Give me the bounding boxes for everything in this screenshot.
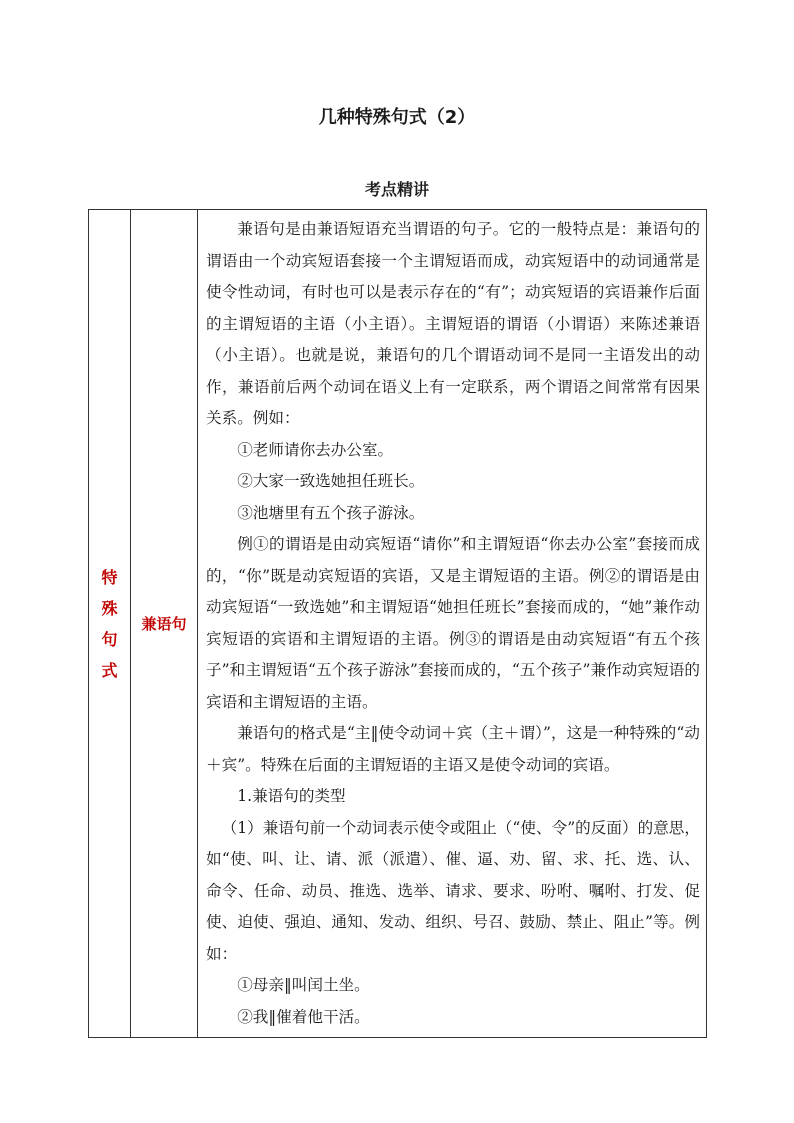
category-char: 式 [101, 660, 118, 680]
category-char: 特 [101, 567, 118, 587]
example-item: ③池塘里有五个孩子游泳。 [237, 503, 425, 522]
example-item: ①老师请你去办公室。 [237, 440, 394, 459]
category-char: 句 [101, 629, 118, 649]
example-item: ②大家一致选她担任班长。 [237, 472, 425, 490]
subcategory-cell: 兼语句 [131, 210, 198, 1038]
subheading: 1.兼语句的类型 [237, 787, 346, 805]
example-item: ②我‖催着他干活。 [237, 1007, 370, 1026]
paragraph: 例①的谓语是由动宾短语“请你”和主谓短语“你去办公室”套接而成的，“你”既是动宾短语的宾语，又是主谓短语的主语。例②的谓语是由动宾短语“一致选她”和主谓短语“她担任班长”套接而成的，“她”兼作动宾短语的宾语和主谓短语的主语。例③的谓语是由动宾短语“有五个孩子”和主谓短语“五个孩子游泳”套接而成的，“五个孩子”兼作动宾短语的宾语和主谓短语的主语。 [206, 535, 700, 711]
category-cell [89, 210, 131, 1038]
category-char: 殊 [101, 598, 118, 618]
explanation-cell [198, 210, 707, 1038]
document-title: 几种特殊句式（2） [318, 107, 476, 128]
section-title: 考点精讲 [364, 180, 429, 199]
content-table [88, 209, 707, 1038]
paragraph: （1）兼语句前一个动词表示使令或阻止（“使、令”的反面）的意思，如“使、叫、让、请、派（派遣）、催、逼、劝、留、求、托、选、认、命令、任命、动员、推选、选举、请求、要求、吩咐、嘱咐、打发、促使、迫使、强迫、通知、发动、组织、号召、鼓励、禁止、阻止”等。例如： [206, 818, 700, 963]
paragraph: 兼语句的格式是“主‖使令动词＋宾（主＋谓）”，这是一种特殊的“动＋宾”。特殊在后面的主谓短语的主语又是使令动词的宾语。 [206, 724, 700, 774]
example-item: ①母亲‖叫闰土坐。 [237, 976, 370, 994]
paragraph: 兼语句是由兼语短语充当谓语的句子。它的一般特点是：兼语句的谓语由一个动宾短语套接一个主谓短语而成，动宾短语中的动词通常是使令性动词，有时也可以是表示存在的“有”；动宾短语的宾语兼作后面的主谓短语的主语（小主语）。主谓短语的谓语（小谓语）来陈述兼语（小主语）。也就是说，兼语句的几个谓语动词不是同一主语发出的动作，兼语前后两个动词在语义上有一定联系，两个谓语之间常常有因果关系。例如： [206, 220, 700, 427]
